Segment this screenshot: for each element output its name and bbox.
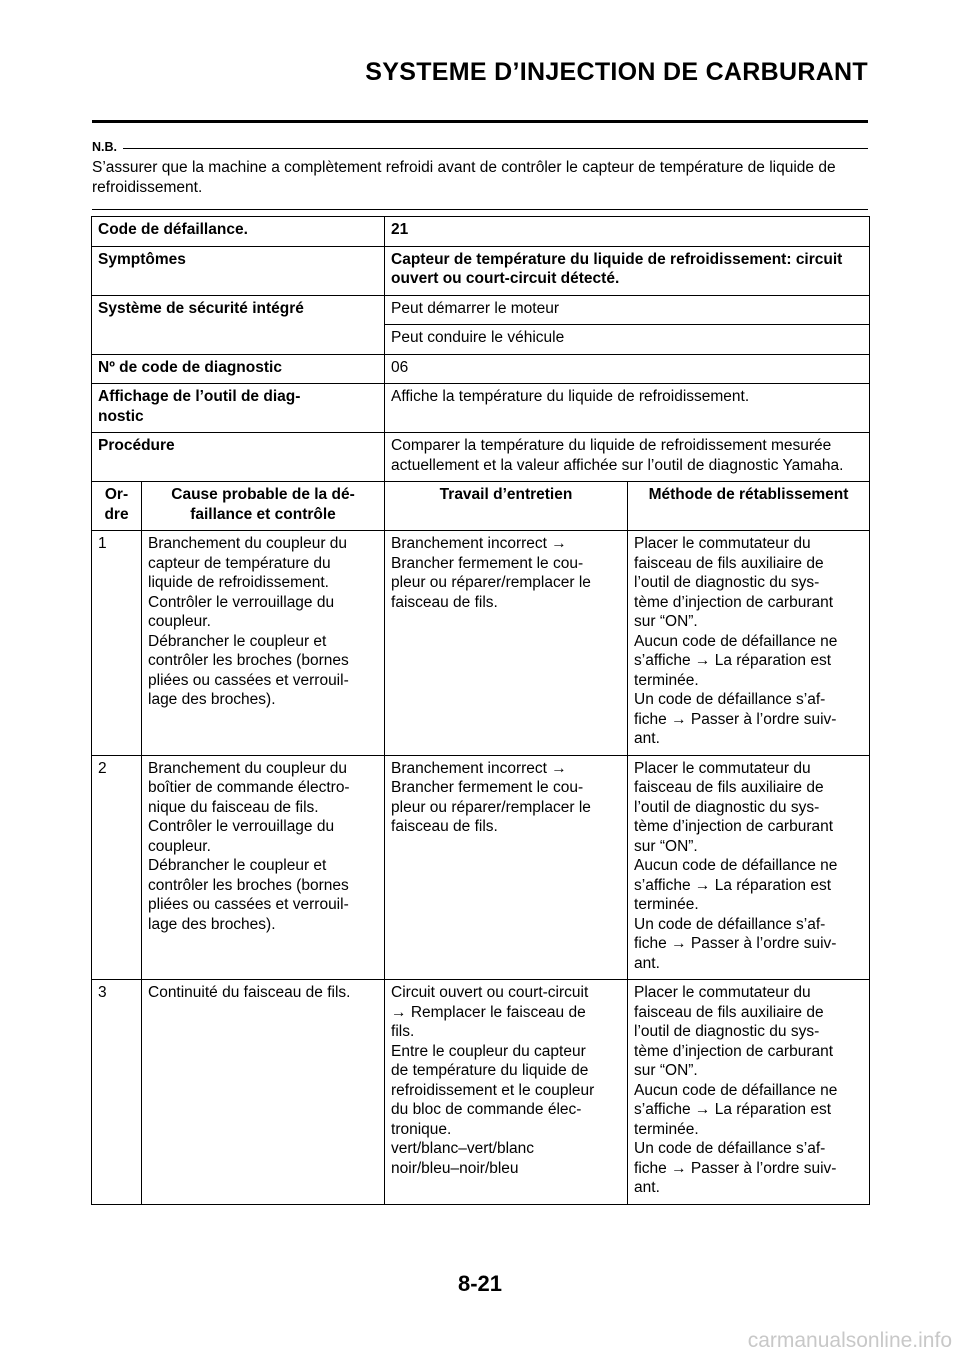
safety-label: Système de sécurité intégré bbox=[92, 295, 385, 354]
code-value: 21 bbox=[385, 217, 870, 247]
tool-display-label: Affichage de l’outil de diag- nostic bbox=[92, 384, 385, 433]
note-rule bbox=[123, 148, 868, 149]
row-work: Branchement incorrect → Brancher fermement le cou- pleur ou réparer/remplacer le faisceau de fils. bbox=[385, 755, 628, 980]
code-row bbox=[92, 217, 870, 247]
diag-code-label: Nº de code de diagnostic bbox=[92, 354, 385, 384]
diag-code-row bbox=[92, 354, 870, 384]
note-bottom-rule bbox=[92, 209, 868, 210]
diagnostic-table bbox=[91, 216, 870, 1205]
col-restore-header: Méthode de rétablissement bbox=[628, 482, 870, 531]
diag-code-value: 06 bbox=[385, 354, 870, 384]
note-label: N.B. bbox=[92, 140, 117, 154]
row-cause: Branchement du coupleur du capteur de température du liquide de refroidissement. Contrôler le verrouillage du coupleur. Débrancher le coupleur et contrôler les broches (bornes pliées ou cassées et verrouil- lage des broches). bbox=[142, 531, 385, 756]
row-work: Branchement incorrect → Brancher fermement le cou- pleur ou réparer/remplacer le faisceau de fils. bbox=[385, 531, 628, 756]
row-work: Circuit ouvert ou court-circuit → Remplacer le faisceau de fils. Entre le coupleur du capteur de température du liquide de refroidissement et le coupleur du bloc de commande élec- tronique. vert/blanc–vert/blanc noir/bleu–noir/bleu bbox=[385, 980, 628, 1205]
safety-value-2: Peut conduire le véhicule bbox=[385, 325, 870, 355]
table-row bbox=[92, 980, 870, 1205]
col-cause-header: Cause probable de la dé- faillance et contrôle bbox=[142, 482, 385, 531]
row-restore: Placer le commutateur du faisceau de fils auxiliaire de l’outil de diagnostic du sys- tème d’injection de carburant sur “ON”. Aucun code de défaillance ne s’affiche → La réparation est terminée. Un code de défaillance s’af- fiche → Passer à l’ordre suiv- ant. bbox=[628, 980, 870, 1205]
row-restore: Placer le commutateur du faisceau de fils auxiliaire de l’outil de diagnostic du sys- tème d’injection de carburant sur “ON”. Aucun code de défaillance ne s’affiche → La réparation est terminée. Un code de défaillance s’af- fiche → Passer à l’ordre suiv- ant. bbox=[628, 531, 870, 756]
watermark-text: carmanualsonline.info bbox=[747, 1329, 952, 1352]
table-row bbox=[92, 755, 870, 980]
page-title: SYSTEME D’INJECTION DE CARBURANT bbox=[365, 58, 868, 86]
table-row bbox=[92, 531, 870, 756]
row-number: 3 bbox=[92, 980, 142, 1205]
symptoms-label: Symptômes bbox=[92, 246, 385, 295]
tool-display-value: Affiche la température du liquide de refroidissement. bbox=[385, 384, 870, 433]
col-order-header: Or- dre bbox=[92, 482, 142, 531]
row-number: 1 bbox=[92, 531, 142, 756]
tool-display-row bbox=[92, 384, 870, 433]
header-rule bbox=[92, 120, 868, 123]
symptoms-value: Capteur de température du liquide de refroidissement: circuit ouvert ou court-circuit détecté. bbox=[385, 246, 870, 295]
symptoms-row bbox=[92, 246, 870, 295]
row-restore: Placer le commutateur du faisceau de fils auxiliaire de l’outil de diagnostic du sys- tème d’injection de carburant sur “ON”. Aucun code de défaillance ne s’affiche → La réparation est terminée. Un code de défaillance s’af- fiche → Passer à l’ordre suiv- ant. bbox=[628, 755, 870, 980]
row-number: 2 bbox=[92, 755, 142, 980]
code-label: Code de défaillance. bbox=[92, 217, 385, 247]
col-work-header: Travail d’entretien bbox=[385, 482, 628, 531]
procedure-value: Comparer la température du liquide de refroidissement mesurée actuellement et la valeur affichée sur l’outil de diagnostic Yamaha. bbox=[385, 433, 870, 482]
column-header-row bbox=[92, 482, 870, 531]
page-number: 8-21 bbox=[457, 1271, 503, 1296]
row-cause: Continuité du faisceau de fils. bbox=[142, 980, 385, 1205]
safety-value-1: Peut démarrer le moteur bbox=[385, 295, 870, 325]
safety-row bbox=[92, 295, 870, 325]
note-text: S’assurer que la machine a complètement refroidi avant de contrôler le capteur de température de liquide de refroidissement. bbox=[92, 159, 836, 196]
procedure-row bbox=[92, 433, 870, 482]
procedure-label: Procédure bbox=[92, 433, 385, 482]
note-block bbox=[92, 140, 868, 210]
row-cause: Branchement du coupleur du boîtier de commande électro- nique du faisceau de fils. Contrôler le verrouillage du coupleur. Débrancher le coupleur et contrôler les broches (bornes pliées ou cassées et verrouil- lage des broches). bbox=[142, 755, 385, 980]
